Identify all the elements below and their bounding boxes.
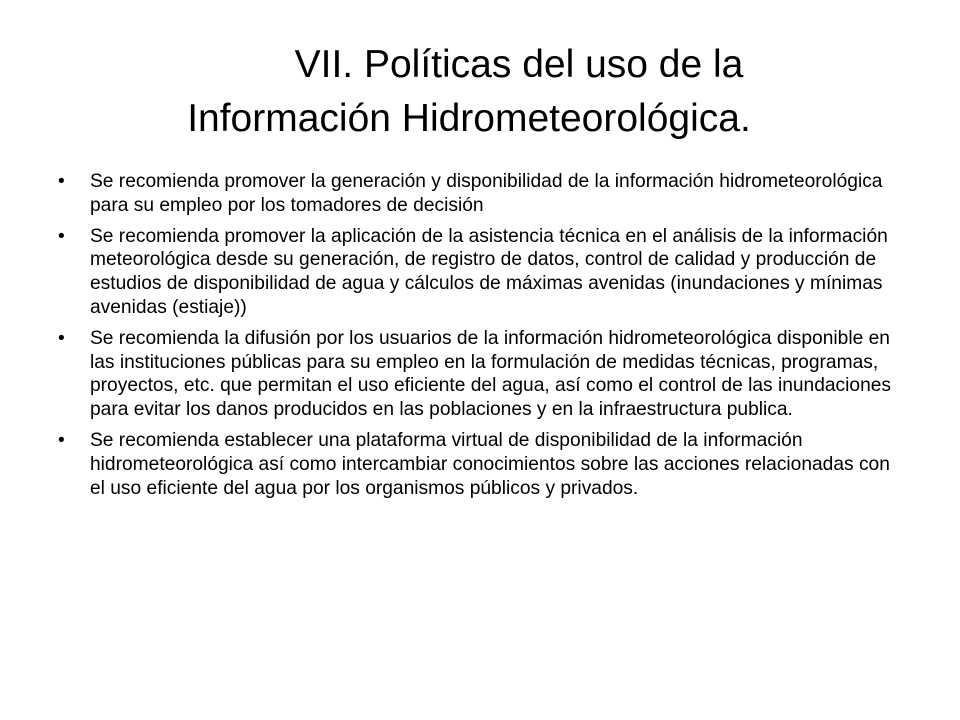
bullet-list (58, 170, 908, 507)
bullet-item (58, 429, 908, 500)
bullet-icon: • (58, 429, 65, 451)
bullet-icon: • (58, 171, 65, 192)
slide-title-line-1: VII. Políticas del uso de la (294, 43, 744, 86)
bullet-text: Se recomienda la difusión por los usuarios de la información hidrometeorológica disponible en las instituciones públicas para su empleo en la formulación de medidas técnicas, programas, proyectos, etc. que permitan el uso eficiente del agua, así como el control de las inundaciones para evitar los danos producidos en las poblaciones y en la infraestructura publica. (90, 327, 892, 421)
bullet-text: Se recomienda establecer una plataforma virtual de disponibilidad de la información hidrometeorológica así como intercambiar conocimientos sobre las acciones relacionadas con el uso eficiente del agua por los organismos públicos y privados. (90, 429, 890, 499)
slide-title (40, 38, 920, 146)
slide-title-line-2: Información Hidrometeorológica. (187, 97, 751, 140)
bullet-icon: • (58, 225, 65, 247)
bullet-icon: • (58, 327, 65, 349)
bullet-item (58, 170, 908, 218)
bullet-item (58, 327, 908, 422)
bullet-text: Se recomienda promover la aplicación de la asistencia técnica en el análisis de la información meteorológica desde su generación, de registro de datos, control de calidad y producción de estudios de disponibilidad de agua y cálculos de máximas avenidas (inundaciones y mínimas avenidas (estiaje)) (90, 225, 888, 318)
bullet-item (58, 225, 908, 320)
bullet-text: Se recomienda promover la generación y disponibilidad de la información hidrometeorológica para su empleo por los tomadores de decisión (90, 171, 883, 216)
